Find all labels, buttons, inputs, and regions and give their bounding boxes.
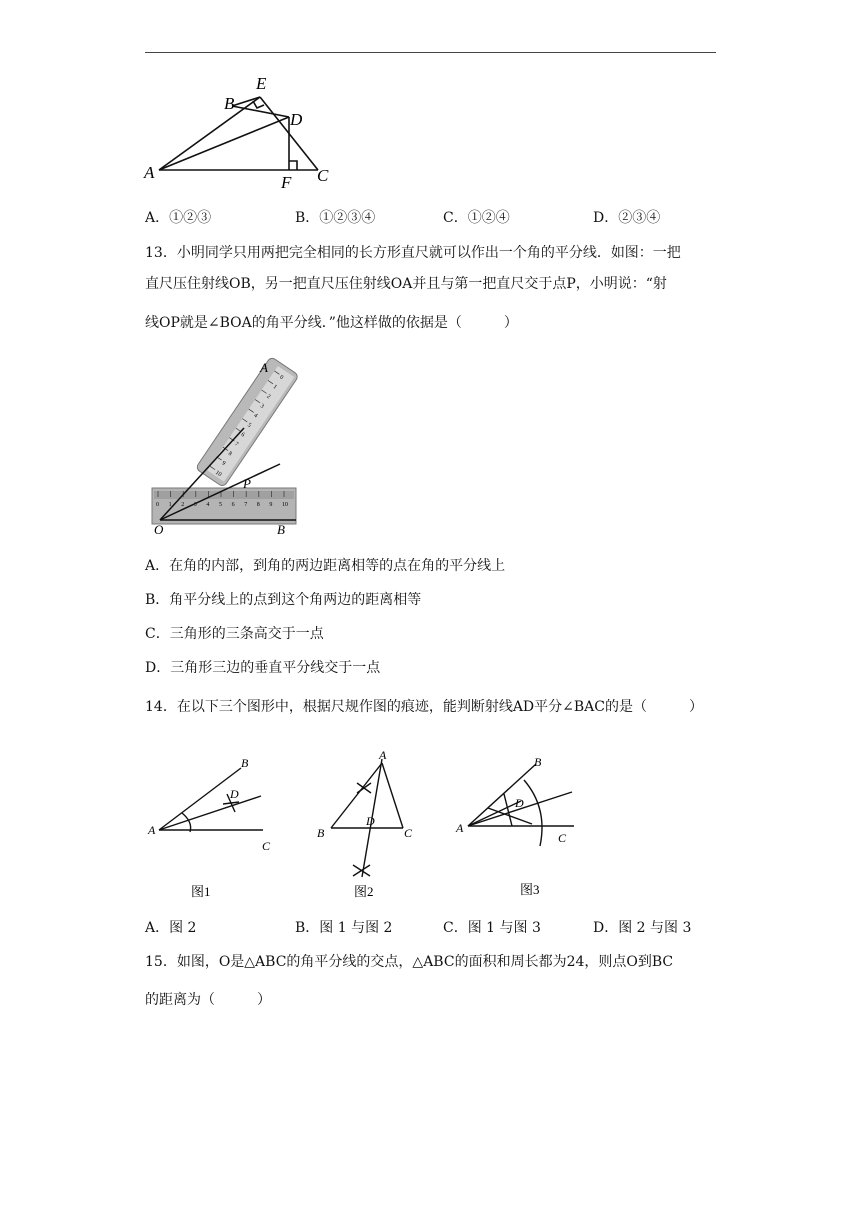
label-O: O bbox=[154, 522, 164, 537]
ruler-tick-label: 5 bbox=[246, 422, 252, 429]
q12-option-d[interactable]: D．②③④ bbox=[593, 210, 661, 226]
ruler-tick-label: 5 bbox=[219, 502, 222, 508]
ruler-tick-label: 3 bbox=[193, 502, 197, 508]
q14-option-b[interactable]: B．图 1 与图 2 bbox=[295, 920, 393, 936]
q13-option-b[interactable]: B．角平分线上的点到这个角两边的距离相等 bbox=[145, 592, 422, 608]
ruler-tick-label: 3 bbox=[258, 403, 265, 410]
q14-figure-1 bbox=[145, 750, 285, 900]
label-B: B bbox=[241, 756, 249, 770]
ruler-tick-label: 6 bbox=[239, 431, 246, 439]
header-rule bbox=[145, 52, 716, 53]
label-D: D bbox=[230, 787, 239, 801]
label-D: D bbox=[366, 814, 375, 828]
label-E: E bbox=[256, 74, 267, 93]
label-D: D bbox=[290, 110, 303, 129]
q13-text-line2: 直尺压住射线OB，另一把直尺压住射线OA并且与第一把直尺交于点P，小明说：“射 bbox=[145, 276, 667, 292]
q13-text-line1: 13．小明同学只用两把完全相同的长方形直尺就可以作出一个角的平分线．如图：一把 bbox=[145, 245, 681, 261]
ruler-tick-label: 4 bbox=[252, 412, 259, 420]
label-A: A bbox=[456, 821, 464, 835]
ruler-tick-label: 1 bbox=[168, 502, 172, 508]
q12-figure bbox=[140, 68, 340, 193]
q14-option-a[interactable]: A．图 2 bbox=[145, 920, 197, 936]
q12-option-b[interactable]: B．①②③④ bbox=[295, 210, 376, 226]
q13-option-a[interactable]: A．在角的内部，到角的两边距离相等的点在角的平分线上 bbox=[145, 558, 506, 574]
q14-figure-3 bbox=[450, 750, 590, 900]
label-B: B bbox=[317, 826, 325, 840]
label-C: C bbox=[317, 166, 329, 185]
q14-option-d[interactable]: D．图 2 与图 3 bbox=[593, 920, 692, 936]
label-B: B bbox=[277, 522, 285, 537]
q12-option-c[interactable]: C．①②④ bbox=[443, 210, 510, 226]
q15-text-line2: 的距离为（ ） bbox=[145, 992, 271, 1008]
label-A: A bbox=[260, 360, 268, 375]
ruler-tick-label: 2 bbox=[181, 502, 185, 508]
ruler-tick-label: 1 bbox=[271, 384, 278, 391]
ruler-tick-label: 0 bbox=[156, 502, 159, 508]
q14-figure-2 bbox=[310, 745, 430, 900]
label-A: A bbox=[148, 823, 156, 837]
figure-2-caption: 图2 bbox=[354, 884, 374, 899]
q13-text-line3: 线OP就是∠BOA的角平分线．”他这样做的依据是（ ） bbox=[145, 315, 518, 331]
label-F: F bbox=[281, 173, 292, 192]
label-A: A bbox=[379, 748, 387, 762]
label-A: A bbox=[144, 163, 155, 182]
ruler-tick-label: 10 bbox=[282, 502, 288, 508]
q14-text: 14．在以下三个图形中，根据尺规作图的痕迹，能判断射线AD平分∠BAC的是（ ） bbox=[145, 699, 703, 715]
label-C: C bbox=[262, 839, 271, 853]
q13-option-c[interactable]: C．三角形的三条高交于一点 bbox=[145, 626, 324, 642]
ruler-tick-label: 4 bbox=[206, 502, 210, 508]
q15-text-line1: 15．如图，O是△ABC的角平分线的交点，△ABC的面积和周长都为24，则点O到BC bbox=[145, 954, 674, 970]
q12-option-a[interactable]: A．①②③ bbox=[145, 210, 212, 226]
label-C: C bbox=[558, 831, 567, 845]
q13-ruler-figure bbox=[148, 354, 308, 539]
ruler-tick-label: 7 bbox=[233, 441, 240, 448]
ruler-tick-label: 0 bbox=[278, 374, 285, 382]
label-B: B bbox=[224, 94, 235, 113]
figure-1-caption: 图1 bbox=[191, 884, 211, 899]
q14-option-c[interactable]: C．图 1 与图 3 bbox=[443, 920, 541, 936]
figure-3-caption: 图3 bbox=[520, 882, 540, 897]
label-D: D bbox=[515, 796, 524, 810]
ruler-tick-label: 8 bbox=[226, 450, 233, 458]
ruler-tick-label: 7 bbox=[244, 502, 248, 508]
label-P: P bbox=[243, 476, 251, 491]
ruler-tick-label: 10 bbox=[213, 469, 223, 479]
label-B: B bbox=[534, 755, 542, 769]
ruler-tick-label: 8 bbox=[256, 502, 260, 508]
label-C: C bbox=[404, 826, 413, 840]
ruler-tick-label: 6 bbox=[231, 502, 235, 508]
q13-option-d[interactable]: D．三角形三边的垂直平分线交于一点 bbox=[145, 660, 381, 676]
ruler-tick-label: 9 bbox=[220, 460, 227, 468]
ruler-tick-label: 9 bbox=[269, 502, 273, 508]
ruler-tick-label: 2 bbox=[265, 393, 272, 401]
